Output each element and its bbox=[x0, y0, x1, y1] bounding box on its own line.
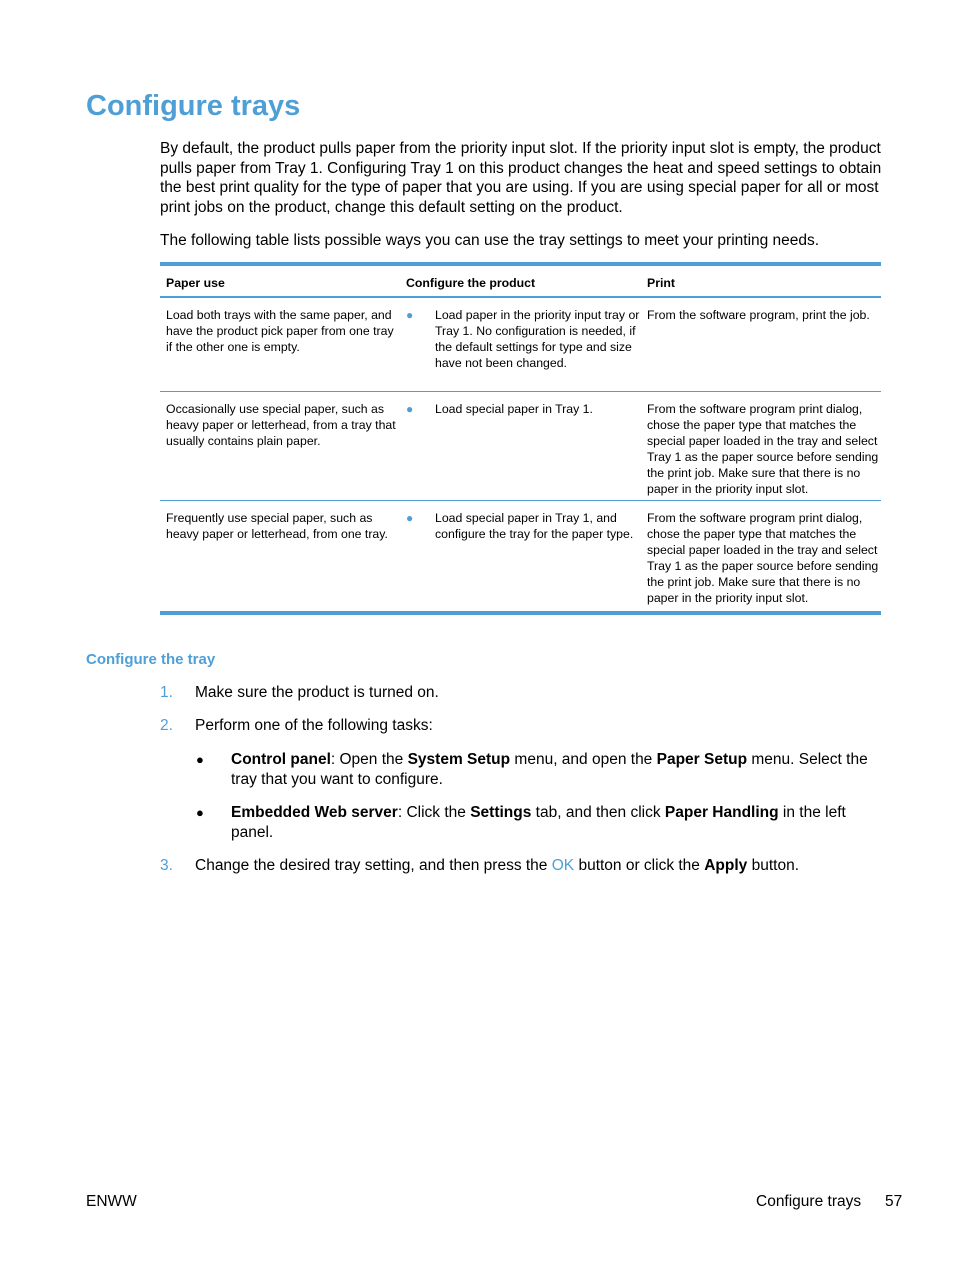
footer-page-number: 57 bbox=[885, 1193, 903, 1210]
bold-term: Control panel bbox=[231, 751, 331, 768]
step-text: Make sure the product is turned on. bbox=[195, 684, 439, 701]
cell-paper-use: Load both trays with the same paper, and have the product pick paper from one tray if the other one is empty. bbox=[166, 308, 394, 354]
header-configure: Configure the product bbox=[406, 276, 536, 290]
bullet-icon: ● bbox=[196, 805, 204, 820]
tray-settings-table bbox=[160, 262, 881, 615]
text-run: button or click the bbox=[574, 857, 705, 874]
bold-term: Paper Handling bbox=[664, 804, 779, 821]
section-heading: Configure the tray bbox=[86, 651, 216, 668]
step-number: 3. bbox=[160, 857, 173, 874]
cell-paper-use: Frequently use special paper, such as heavy paper or letterhead, from one tray. bbox=[166, 511, 388, 541]
text-run: : Open the bbox=[330, 751, 408, 768]
header-print: Print bbox=[647, 276, 676, 290]
text-run: : Click the bbox=[397, 804, 471, 821]
text-run: Change the desired tray setting, and then press the bbox=[195, 857, 552, 874]
cell-print: From the software program print dialog, chose the paper type that matches the special paper loaded in the tray and select Tray 1 as the paper source before sending the print job. Make sure that there is no paper in the priority input slot. bbox=[647, 402, 879, 496]
cell-print: From the software program, print the job. bbox=[647, 308, 870, 322]
bold-term: Paper Setup bbox=[656, 751, 748, 768]
bold-term: Settings bbox=[470, 804, 532, 821]
bullet-icon: ● bbox=[196, 752, 204, 767]
bold-term: Embedded Web server bbox=[231, 804, 398, 821]
table-row bbox=[160, 501, 881, 611]
footer-left: ENWW bbox=[86, 1193, 137, 1210]
cell-configure: Load paper in the priority input tray or Tray 1. No configuration is needed, if the default settings for type and size have not been changed. bbox=[435, 308, 640, 370]
bullet-text bbox=[231, 750, 886, 789]
bullet-text bbox=[231, 803, 886, 842]
table-intro-paragraph: The following table lists possible ways you can use the tray settings to meet your printing needs. bbox=[160, 232, 820, 249]
cell-paper-use: Occasionally use special paper, such as heavy paper or letterhead, from a tray that usually contains plain paper. bbox=[166, 402, 396, 448]
table-bottom-rule bbox=[160, 611, 881, 615]
cell-configure: Load special paper in Tray 1, and configure the tray for the paper type. bbox=[435, 511, 634, 541]
table-header-row bbox=[160, 266, 881, 296]
table-row bbox=[160, 298, 881, 391]
footer-section-title: Configure trays bbox=[756, 1193, 862, 1210]
text-run: menu. Select the tray that you want to configure. bbox=[231, 751, 868, 788]
cell-print: From the software program print dialog, chose the paper type that matches the special paper loaded in the tray and select Tray 1 as the paper source before sending the print job. Make sure that there is no paper in the priority input slot. bbox=[647, 511, 879, 605]
text-run: button. bbox=[747, 857, 800, 874]
bullet-icon: ● bbox=[406, 308, 414, 322]
intro-paragraph: By default, the product pulls paper from the priority input slot. If the priority input slot is empty, the product pulls paper from Tray 1. Configuring Tray 1 on this product changes the heat and speed settings to obtain the best print quality for the type of paper that you are using. If you are using special paper for all or most print jobs on the product, change this default setting on the product. bbox=[160, 140, 882, 216]
apply-button-ref: Apply bbox=[704, 857, 748, 874]
step-text bbox=[195, 856, 885, 876]
table-row bbox=[160, 392, 881, 500]
bullet-icon: ● bbox=[406, 511, 414, 525]
cell-configure: Load special paper in Tray 1. bbox=[435, 402, 593, 416]
step-text: Perform one of the following tasks: bbox=[195, 717, 433, 734]
page-title: Configure trays bbox=[86, 90, 301, 122]
bold-term: System Setup bbox=[407, 751, 511, 768]
step-number: 2. bbox=[160, 717, 173, 734]
ok-button-ref: OK bbox=[551, 857, 575, 874]
step-number: 1. bbox=[160, 684, 173, 701]
text-run: in the left panel. bbox=[231, 804, 846, 841]
text-run: menu, and open the bbox=[510, 751, 657, 768]
header-paper-use: Paper use bbox=[166, 276, 225, 290]
bullet-icon: ● bbox=[406, 402, 414, 416]
text-run: tab, and then click bbox=[531, 804, 665, 821]
